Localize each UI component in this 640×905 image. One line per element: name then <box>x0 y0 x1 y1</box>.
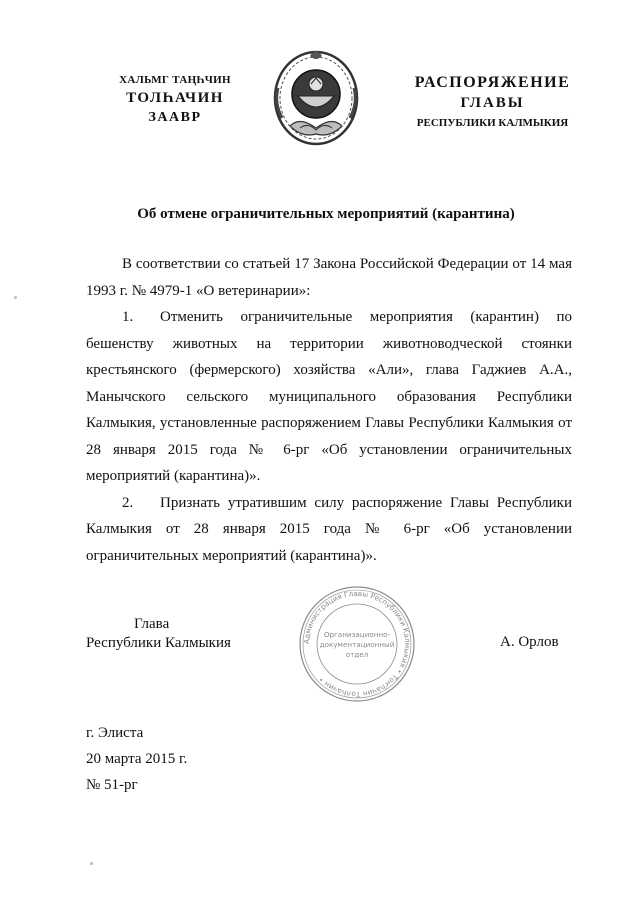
signatory-title <box>86 615 286 653</box>
footer-date: 20 марта 2015 г. <box>86 751 188 767</box>
document-body <box>86 251 572 569</box>
document-title: Об отмене ограничительных мероприятий (карантина) <box>137 206 515 222</box>
header-right-block <box>400 74 585 129</box>
stamp-inner-line1: Организационно- <box>323 630 391 639</box>
stamp-inner-line2: документационный <box>319 640 395 649</box>
scan-speck <box>14 296 17 299</box>
header-right-line2: ГЛАВЫ <box>460 95 525 112</box>
stamp-inner-line3: отдел <box>345 650 369 659</box>
header-right-line1: РАСПОРЯЖЕНИЕ <box>414 74 571 91</box>
signatory-title-line2: Республики Калмыкия <box>86 635 231 651</box>
header-left-block <box>100 74 250 126</box>
item-text: Признать утратившим силу распоряжение Главы Республики Калмыкия от 28 января 2015 года № 6-рг «Об установлении ограничительных мероприятий (карантина)». <box>86 494 572 564</box>
signatory-name: А. Орлов <box>500 634 559 650</box>
list-item <box>86 304 572 490</box>
item-text: Отменить ограничительные мероприятия (карантин) по бешенству животных на территории животноводческой стоянки крестьянского (фермерского) хозяйства «Али», глава Гаджиев А.А., Манычского сельского муниципального образования Республики Калмыкия, установленные распоряжением Главы Республики Калмыкия от 28 января 2015 года № 6-рг «Об установлении ограничительных мероприятий (карантина)». <box>86 309 572 484</box>
list-item <box>86 490 572 570</box>
header-left-line2: ТОЛҺАЧИН <box>126 89 224 106</box>
document-footer <box>86 720 187 798</box>
footer-city: г. Элиста <box>86 725 144 741</box>
header-left-line1: ХАЛЬМГ ТАҢҺЧИН <box>119 74 231 86</box>
intro-paragraph: В соответствии со статьей 17 Закона Российской Федерации от 14 мая 1993 г. № 4979-1 «О ветеринарии»: <box>86 256 572 299</box>
item-number: 1. <box>122 309 134 325</box>
coat-of-arms-icon <box>270 48 362 148</box>
footer-number: № 51-рг <box>86 777 138 793</box>
signatory-title-line1: Глава <box>134 616 170 632</box>
official-stamp <box>298 585 416 703</box>
header-right-line3: РЕСПУБЛИКИ КАЛМЫКИЯ <box>416 116 569 129</box>
scan-speck <box>90 862 93 865</box>
stamp-outer-text: Администрация Главы Республики Калмыкия • Тоҥһачин ТолҺачин • <box>301 588 413 700</box>
header-left-line3: ЗААВР <box>148 109 202 125</box>
item-number: 2. <box>122 494 134 511</box>
